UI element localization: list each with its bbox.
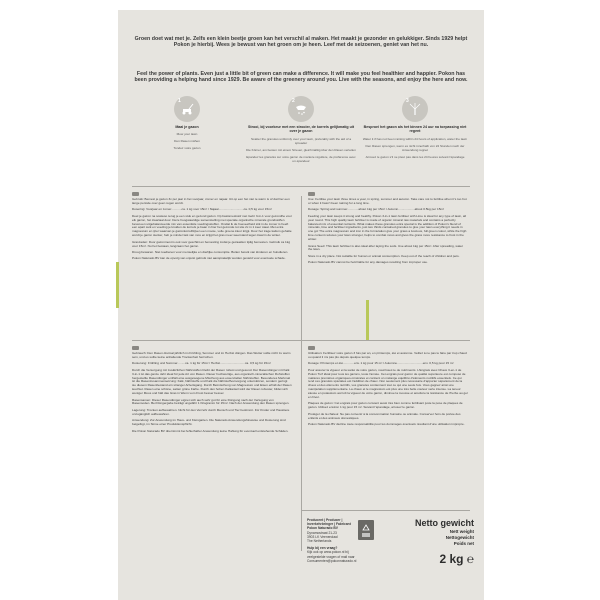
nl-gebruik: Gebruik: Bemest je gazon 3x per jaar in het voorjaar, zomer en najaar. Uit op een het niet te warm is of dat hier een lange periode over geen regen wordt. [132,197,290,205]
step-line: Mow your lawn [176,132,198,137]
net-weight-line: Poids net [453,541,474,546]
nl-dosering: Dosering: Voorjaar en zomer............ca. 1 kg voor 15m² / Najaar.............................ca. 0,5 kg voor 15m² [132,207,272,212]
step-line: Epandez les granulés sur votre gazon de manière régulière, de préférence avec un épandeur [246,154,356,163]
net-weight-line: Nett weight [449,529,474,534]
side-accent [366,300,369,340]
producer-line: Dynamostraat 21-23 [307,530,337,535]
step-line: Tondez votre gazon [173,146,201,151]
step-line: Arrosez le gazon s'il ne pleut pas dans les 24 heures suivant l'épandage [365,154,465,159]
en-pokon: Pokon Naturado BV cannot be held liable for any damages resulting from improper use. [308,260,428,265]
de-lagerung: Lagerung: Trocken aufbewahren. Nicht für den Verzehr durch Mensch und Tier bestimmt. Für Kinder und Haustiere unzugänglich aufbewahren. [132,407,290,416]
flag-uk-icon [308,192,315,196]
help-line: Consumenten@pokonnaturado.nl [307,558,357,563]
producer-line: Pokon Naturado BV [307,526,338,531]
step-line: Water it if has not been raining within 24 hours of application, water the lawn [362,136,468,141]
step-line: Die Körner, am besten mit einem Streuer, gleichmäßig über den Rasen verteilen [246,147,356,152]
english-section [308,192,468,268]
de-dosierung: Dosierung: Frühling und Sommer.........ca. 1 kg für 15m² / Herbst.............................ca. 0,5 kg für 15m² [132,361,271,366]
column-divider [301,196,302,551]
flag-fr-icon [308,346,315,350]
fr-utilisation: Utilisation: Fertilisez votre gazon 3 fois par an, en printemps, été et automne. Veillez à ne pas le faire par trop chaud ou quand il n'a pas plu depuis quelque temps. [308,351,467,359]
producer-line: The Netherlands [307,539,332,544]
french-section [308,346,468,430]
step-circle [288,96,314,122]
producer-line: Inverkehrbringer | Fabricant [307,522,351,527]
step-line: Den Rasen sprengen, wenn es nicht innerhalb von 24 Stunden nach der Anwendung regnet [365,143,465,152]
package-back-panel [118,10,484,600]
en-dosage: Dosage: Spring and summer.............about 1kg per 15m² / Autumn...................about 0.5kg per 15m² [308,207,445,212]
divider [132,340,470,341]
intro-english: Feel the power of plants. Even just a little bit of green can make a difference. It will make you feel healthier and happier. Pokon has been providing a helping hand since 1929. Be aware of the greenery around you. Live with the seasons, and enjoy the here and now. [134,71,468,84]
german-section [132,346,292,436]
help-line: Kijk ook op www.pokon.nl bij [307,550,349,555]
step-2 [246,96,356,163]
nl-graszaden: Graszaden: Door gazonmest is ook voor geschikt en bemesting zodat je gezaaiden tijdig bemesten. Gebruik ca 1kg voor 15m². Nu het bestaan, langzaam het gazon. [132,239,291,248]
en-use: Use: Fertilise your lawn three times a year, in spring, summer and autumn. Take care not to fertilise when it's too hot or when it hasn't been raining for a long time. [308,197,467,205]
step-number: 1 [178,98,181,104]
en-storage: Store in a dry place. Not suitable for human or animal consumption. Keep out of the reach of children and pets. [308,253,460,258]
de-rasensamen: Rasensamen: Dieser Rasendünger eignet sich auch sehr gut für eine Düngung nach der Verlegung von Rasensoden. Bei Düngergabe beträgt ungefähr 1 Kilogramm für 15m². Nach der Anwendung den Rasen sprengen. [132,397,290,406]
nl-opslag: Droog bewaren. Niet toedienen voor menselijke en dierlijke consumptie. Buiten bereik van kinderen en huisdieren. [132,249,289,254]
fr-pokon: Pokon Naturado BV décline toute responsabilité pour les dommages éventuels résultant d'une utilisation impropre. [308,422,465,427]
step-line: Den Rasen mähen [174,139,200,144]
step-title: Strooi, bij voorkeur met een strooier, de korrels gelijkmatig uit over je gazon [247,125,355,134]
de-pokon: Die Pokon Naturado BV übernimmt bei fehlerhafter Anwendung keine Haftung für eventuell entstehende Schäden. [132,428,289,433]
nl-body: Deel je gazon na sowieso terug je een stuk en gezond gazon. Op basismeststof met Gebr 3-in-1 voor gezondhe voor elk gazon, het kwartaal door. Deze hoogwaardige samenstelling met speciale organische minerale grondstoffen bevat een uitgebalanceerde mix van essentiële voedingsstoffen. Omdat ik de hoeveelheid stik in de zomer is heeft een apart suik en voeding je kruiden de korrels je baan in hier het gezonde tot stie 2x in 1 keer staat. Met extra magnesium en ijzer waarvan je gazonkorrelblijven een mooie, volle groene kleur krijgt. Door het trage kalium gehalte wordt je gazon sterker, heb je minder last van mos en krijgt het gras meer weerstand tegen kwal in de winter. [132,213,292,238]
dutch-section [132,192,292,264]
net-weight-value: 2 kg ℮ [439,552,474,566]
divider [132,186,470,187]
intro-dutch: Groen doet wat met je. Zelfs een klein beetje groen kan het verschil al maken. Het maakt je gezonder en gelukkiger. Sinds 1929 helpt Pokon je hierbij. Wees je bewust van het groen om je heen. Leef met de seizoenen, geniet van het nu. [134,36,468,49]
net-weight-line: Nettogewicht [445,535,474,540]
sprinkler-icon [407,101,423,117]
step-number: 2 [292,98,295,104]
fr-semences: Plaques de gazon: Cet engrais pour gazon convient aussi très bien comme fertilisant juste la pose de plaques de gazon. Utilisez environ 1 kg pour 15 m². Suivant l'épandage, arrosez le gazon. [308,401,463,410]
spreader-hand-icon [293,101,309,117]
de-gebrauch: Gebrauch: Den Rasen dreimal jährlich im Frühling, Sommer und im Herbst düngen. Das Wetter sollte nicht zu warm sein, und es sollte keine anhaltende Trockenheit herrschen. [132,351,291,359]
flag-nl-icon [132,192,139,196]
step-number: 3 [406,98,409,104]
nl-pokon: Pokon Naturado BV kan de opvolg van onjuist gebruik niet aansprakelijk worden gesteld voor eventuele schade. [132,256,286,261]
recycle-icon [358,520,374,540]
step-circle [174,96,200,122]
step-1 [132,96,242,150]
de-body: Durch die Versorgung mit zusätzlichen Nährstoffen bleibt der Rasen robust und gesund. Der Rasendünger mit Kalk 3-in-1 ist das ganze Jahr ideal für jede Art von Rasen. Dieser hochwertige, aus organisch-mineralischen Rohstoffen hergestellte Rasendünger enthält eine ausgewogene Mischung aus essenziellen Nährstoffen. Besonderes Merkmal ist die Rasenzusammensetzung: Kalk, Nährstoffe und Kalk die Nährstoffversorgung unterstützen, sondern geringt sie diesem Rasenbestand ein stranger Arbeitsgang. Durch Beimischung von Magnesium und Eisen erhält der Rasen leuchtet. Rasen eine schöne, satten grüne Farbe. Durch den hohen Kalkanteil wird der Rasen robuster, bildet sich weniger Moos und hält das Gras in Wenn vom Frost besser besser. [132,367,292,396]
help-line: veelgestelde vragen of mail naar [307,554,355,559]
step-circle [402,96,428,122]
en-grass-seed: Grass Seed: This lawn fertiliser is also ideal after laying the sods. Use about 1kg per 15m². After spreading, water the lawn. [308,243,464,252]
en-body: Feeding your lawn keeps it strong and healthy. Pokon 3-in-1 lawn fertiliser with Lime is ideal for any type of lawn, all year round. This high quality lawn fertiliser is made of organic mineral raw materials and contains a perfectly balanced mix of essential nutrients. What makes these granules extra special is the addition of Pokon's blend of minerals, lime and fertiliser ingredients, just two thirds contained granules to give your lawn everything it needs in one go! The extra magnesium and iron in the formulation give your grass a luscious, full green colour, while the high lime content reduces your lawn stronger, helps to combat moss and gives the grass more resistance to frost in the winter. [308,213,467,242]
divider [301,510,470,511]
producer-info [307,518,387,563]
side-accent [116,262,119,308]
step-line: Scatter the granules uniformly over your lawn, preferably with the aid of a spreader [250,136,352,145]
de-anwendung: Anwendung: Zur Anwendung im Haus- und Kleingarten. Die Naturado Anwendungshinweise und Dosierung sind beigefügt, im Sinne einer Produktionspflicht. [132,418,286,427]
help-title: Hulp bij een vraag? [307,546,338,551]
fr-dosage: Dosage: Printemps et été.............env. 1 kg pour 15 m² / Automne..............................env. 0,5 kg pour 15 m² [308,361,454,366]
net-weight-title: Netto gewicht [414,518,474,528]
step-title: Maai je gazon [175,125,199,129]
mower-icon [179,101,195,117]
step-title: Besproei het gazon als het binnen 24 uur na toepassing niet regent [363,125,467,134]
fr-body: Pour assurer la vigueur et la santé de votre gazon, nourrissez-le de nutriments. L'Engrais avec Chaux 3-en-1 de Pokon Turf idéal pour tous les gazons, toute l'année. Cet engrais pour gazon de qualité supérieure est composé de matières premières organiques-minérales et contient un mélange équilibré d'éléments nutritifs essentiels. Ce qui rend ces granulés spéciales est l'addition de chaux. Non seulement plus nécessaire d'apporter séparément de la chaux et des éléments nutritifs, vos granules contiennent tout ce qui une seule fois. Vous gagnez ainsi une manipulation supplémentaire. La chaux et le magnésium est plus une très belle couleur verte intense. La teneur élevée en potassium accroît la vigueur de votre gazon, diminue la mousse et améliore la résistance de l'herbe au gel en hiver. [308,367,468,400]
producer-line: 3903 LK Veenendaal [307,534,338,539]
fr-conserver: Protéger de la chaleur. Ne pas convenir à la consommation humaine ou animale. Conserver hors de portée des enfants et des animaux domestiques. [308,411,461,420]
producer-line: Producent | Producer | [307,518,343,522]
step-3 [360,96,470,159]
flag-de-icon [132,346,139,350]
